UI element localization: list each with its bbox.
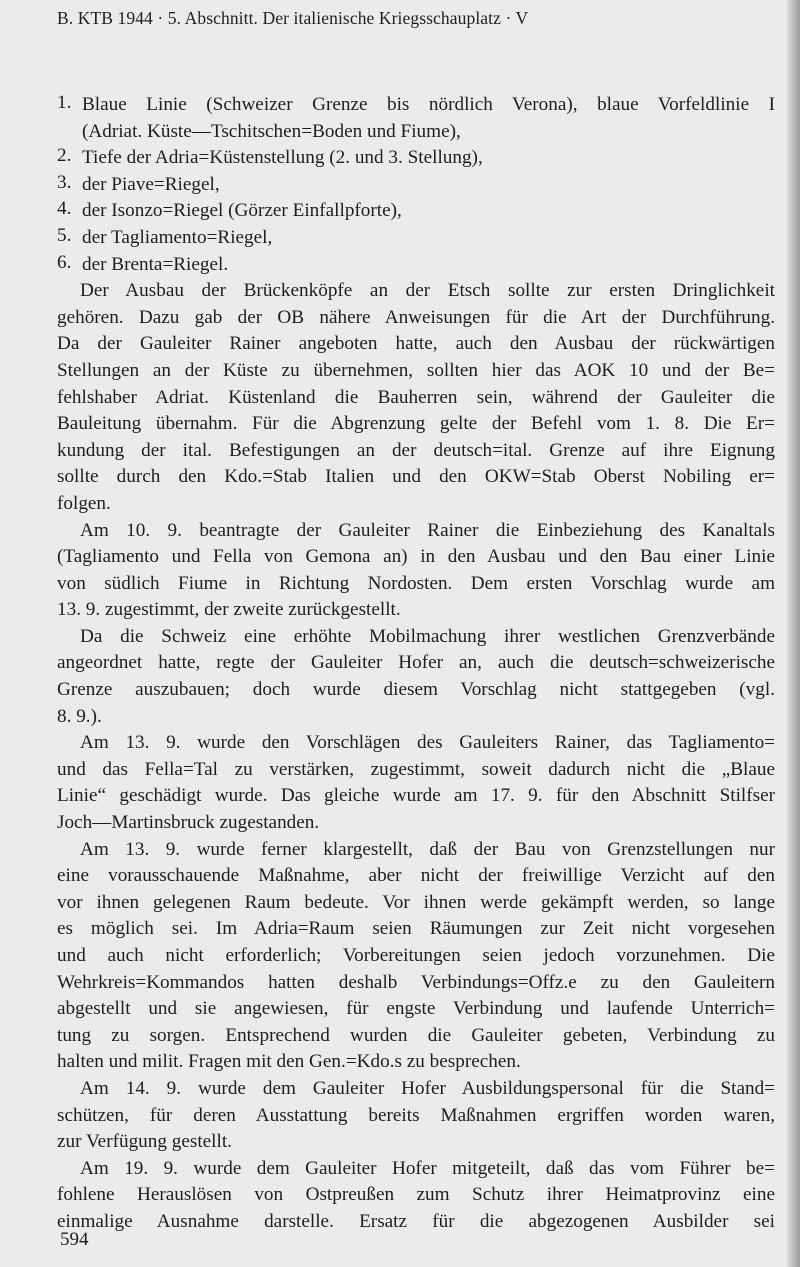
text-line: der Brenta=Riegel.: [82, 253, 229, 275]
text-line: es möglich sei. Im Adria=Raum seien Räumungen zur Zeit nicht vorgesehen: [57, 918, 775, 940]
text-line: und auch nicht erforderlich; Vorbereitungen seien jedoch vorzunehmen. Die: [57, 945, 775, 966]
text-line: vor ihnen gelegenen Raum bedeute. Vor ihnen werde gekämpft werden, so lange: [57, 891, 775, 913]
text-line: (Adriat. Küste—Tschitschen=Boden und Fiume),: [82, 120, 461, 142]
paragraph: [57, 624, 775, 730]
text-line: 8. 9.).: [57, 705, 102, 727]
text-line: Bauleitung übernahm. Für die Abgrenzung gelte der Befehl vom 1. 8. Die Er=: [57, 413, 775, 435]
running-header: B. KTB 1944 · 5. Abschnitt. Der italienische Kriegsschauplatz · V: [57, 8, 529, 28]
text-line: tung zu sorgen. Entsprechend wurden die Gauleiter gebeten, Verbindung zu: [57, 1024, 775, 1046]
text-line: Da die Schweiz eine erhöhte Mobilmachung ihrer westlichen Grenzverbände: [80, 625, 775, 647]
paragraph: [57, 837, 775, 1076]
text-line: Joch—Martinsbruck zugestanden.: [57, 812, 320, 834]
text-line: folgen.: [57, 492, 111, 514]
text-line: Am 13. 9. wurde den Vorschlägen des Gauleiters Rainer, das Tagliamento=: [80, 732, 775, 754]
list-item: [57, 252, 775, 279]
text-line: (Tagliamento und Fella von Gemona an) in den Ausbau und den Bau einer Linie: [57, 546, 775, 568]
list-item-number: 4.: [57, 198, 72, 220]
text-line: sollte durch den Kdo.=Stab Italien und den OKW=Stab Oberst Nobiling er=: [57, 466, 775, 488]
text-line: von südlich Fiume in Richtung Nordosten. Dem ersten Vorschlag wurde am: [57, 572, 775, 594]
text-line: schützen, für deren Ausstattung bereits Maßnahmen ergriffen worden waren,: [57, 1104, 775, 1126]
text-line: der Isonzo=Riegel (Görzer Einfallpforte),: [82, 200, 402, 222]
text-line: Tiefe der Adria=Küstenstellung (2. und 3. Stellung),: [82, 147, 483, 169]
page-edge-shadow: [786, 0, 800, 1267]
text-line: 13. 9. zugestimmt, der zweite zurückgestellt.: [57, 599, 401, 621]
paragraph: [57, 1156, 775, 1236]
list-item-number: 3.: [57, 171, 72, 193]
text-line: Da der Gauleiter Rainer angeboten hatte, auch den Ausbau der rückwärtigen: [57, 333, 775, 355]
page-number: 594: [60, 1229, 89, 1250]
paragraph: [57, 278, 775, 517]
text-line: einmalige Ausnahme darstelle. Ersatz für die abgezogenen Ausbilder sei: [57, 1210, 775, 1232]
text-line: Grenze auszubauen; doch wurde diesem Vorschlag nicht stattgegeben (vgl.: [57, 679, 775, 701]
paragraph: [57, 730, 775, 836]
text-line: zur Verfügung gestellt.: [57, 1131, 232, 1153]
text-line: fohlene Herauslösen von Ostpreußen zum Schutz ihrer Heimatprovinz eine: [57, 1184, 775, 1206]
text-line: Am 14. 9. wurde dem Gauleiter Hofer Ausbildungspersonal für die Stand=: [80, 1077, 775, 1099]
text-line: abgestellt und sie angewiesen, für engste Verbindung und laufende Unterrich=: [57, 998, 775, 1020]
text-line: gehören. Dazu gab der OB nähere Anweisungen für die Art der Durchführung.: [57, 306, 775, 328]
list-item: [57, 172, 775, 199]
page-body: [57, 92, 775, 1236]
list-item-number: 1.: [57, 92, 72, 113]
list-item-number: 5.: [57, 224, 72, 246]
list-item: [57, 92, 775, 119]
text-line: halten und milit. Fragen mit den Gen.=Kdo.s zu besprechen.: [57, 1051, 521, 1073]
numbered-list: [57, 92, 775, 278]
text-line: Am 13. 9. wurde ferner klargestellt, daß der Bau von Grenzstellungen nur: [80, 838, 775, 860]
text-line: und das Fella=Tal zu verstärken, zugestimmt, soweit dadurch nicht die „Blaue: [57, 758, 775, 780]
text-line: kundung der ital. Befestigungen an der deutsch=ital. Grenze auf ihre Eignung: [57, 439, 775, 461]
text-line: angeordnet hatte, regte der Gauleiter Hofer an, auch die deutsch=schweizerische: [57, 652, 775, 674]
text-line: Der Ausbau der Brückenköpfe an der Etsch sollte zur ersten Dringlichkeit: [80, 280, 775, 302]
list-item-number: 2.: [57, 145, 72, 167]
list-item: [57, 198, 775, 225]
text-line: fehlshaber Adriat. Küstenland die Bauherren sein, während der Gauleiter die: [57, 386, 775, 408]
text-line: der Tagliamento=Riegel,: [82, 226, 273, 248]
text-line: eine vorausschauende Maßnahme, aber nicht der freiwillige Verzicht auf den: [57, 865, 775, 887]
text-line: der Piave=Riegel,: [82, 173, 220, 195]
text-line: Am 10. 9. beantragte der Gauleiter Rainer die Einbeziehung des Kanaltals: [80, 519, 775, 541]
text-line: Wehrkreis=Kommandos hatten deshalb Verbindungs=Offz.e zu den Gauleitern: [57, 971, 775, 993]
list-item: [57, 145, 775, 172]
paragraph: [57, 1076, 775, 1156]
text-line: Linie“ geschädigt wurde. Das gleiche wurde am 17. 9. für den Abschnitt Stilfser: [57, 785, 775, 807]
text-line: Am 19. 9. wurde dem Gauleiter Hofer mitgeteilt, daß das vom Führer be=: [80, 1157, 775, 1179]
text-line: Stellungen an der Küste zu übernehmen, sollten hier das AOK 10 und der Be=: [57, 359, 775, 381]
list-item: [57, 225, 775, 252]
paragraph: [57, 518, 775, 624]
text-line: Blaue Linie (Schweizer Grenze bis nördlich Verona), blaue Vorfeldlinie I: [82, 94, 775, 115]
list-item-number: 6.: [57, 251, 72, 273]
